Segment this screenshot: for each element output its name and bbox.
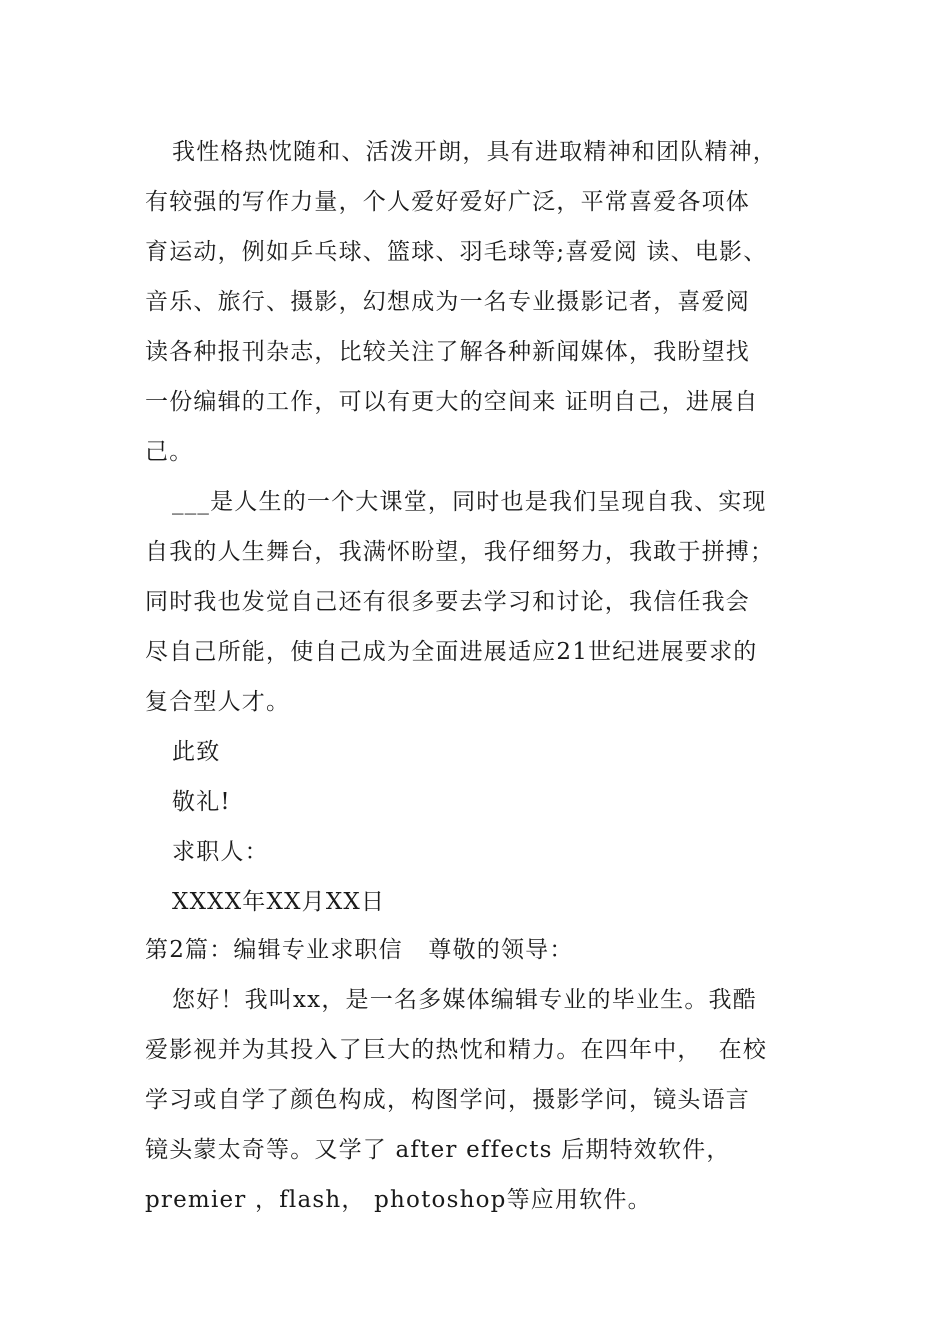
closing-date: XXXX年XX月XX日: [172, 889, 386, 915]
closing-zhici: 此致: [172, 739, 221, 765]
paragraph-3-line-1: 您好！我叫xx，是一名多媒体编辑专业的毕业生。我酷: [172, 987, 757, 1013]
paragraph-1-line-2: 有较强的写作力量，个人爱好爱好广泛，平常喜爱各项体: [145, 189, 750, 215]
paragraph-3-line-2: 爱影视并为其投入了巨大的热忱和精力。在四年中， 在校: [145, 1037, 768, 1063]
paragraph-1-line-3: 育运动，例如乒乓球、篮球、羽毛球等;喜爱阅 读、电影、: [145, 239, 768, 265]
closing-jingli: 敬礼!: [172, 789, 231, 815]
paragraph-1-line-4: 音乐、旅行、摄影，幻想成为一名专业摄影记者，喜爱阅: [145, 289, 750, 315]
paragraph-3-line-4: 镜头蒙太奇等。又学了 after effects 后期特效软件，: [145, 1137, 731, 1163]
paragraph-2-line-3: 同时我也发觉自己还有很多要去学习和讨论，我信任我会: [145, 589, 750, 615]
closing-applicant: 求职人：: [172, 839, 269, 865]
paragraph-1-line-7: 己。: [145, 439, 194, 465]
paragraph-1-line-1: 我性格热忱随和、活泼开朗，具有进取精神和团队精神，: [172, 139, 777, 165]
paragraph-3-line-5: premier ，flash， photoshop等应用软件。: [145, 1187, 652, 1213]
paragraph-2-line-5: 复合型人才。: [145, 689, 291, 715]
paragraph-1-line-6: 一份编辑的工作，可以有更大的空间来 证明自己，进展自: [145, 389, 759, 415]
paragraph-2-line-2: 自我的人生舞台，我满怀盼望，我仔细努力，我敢于拼搏；: [145, 539, 775, 565]
paragraph-3-line-3: 学习或自学了颜色构成，构图学问，摄影学问，镜头语言: [145, 1087, 750, 1113]
paragraph-1-line-5: 读各种报刊杂志，比较关注了解各种新闻媒体，我盼望找: [145, 339, 750, 365]
section-heading: 第2篇：编辑专业求职信 尊敬的领导：: [145, 937, 574, 963]
paragraph-2-line-4: 尽自己所能，使自己成为全面进展适应21世纪进展要求的: [145, 639, 758, 665]
paragraph-2-line-1: ___是人生的一个大课堂，同时也是我们呈现自我、实现: [172, 489, 767, 515]
